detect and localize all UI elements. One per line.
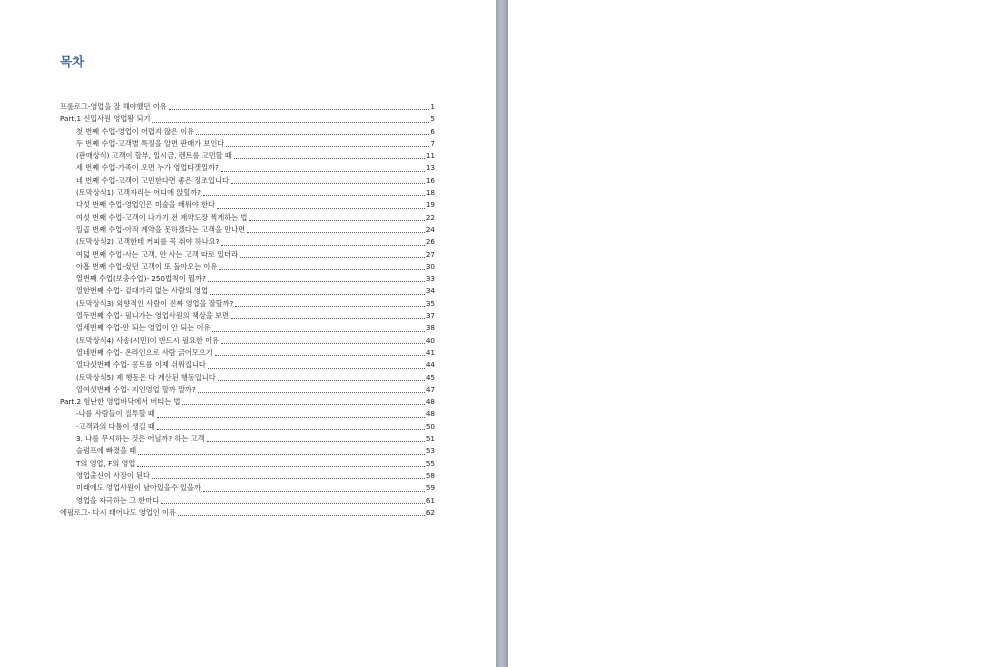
- toc-entry-title: T의 영업, F의 영업: [76, 458, 136, 468]
- toc-page-number: 1: [430, 102, 435, 111]
- toc-entry-title: 미래에도 영업사원이 남아있을수 있을까: [76, 483, 201, 493]
- toc-entry[interactable]: [60, 445, 435, 457]
- toc-entry[interactable]: [60, 236, 435, 248]
- toc-page-number: 55: [425, 458, 435, 468]
- toc-entry-title: 영업출신이 사장이 된다: [76, 470, 151, 480]
- toc-page-number: 41: [425, 347, 435, 357]
- toc-dot-leader: [249, 219, 425, 221]
- toc-entry[interactable]: [60, 212, 435, 224]
- toc-entry-title: 열네번째 수업- 온라인으로 사람 긁어모으기: [76, 347, 213, 357]
- toc-page-number: 18: [425, 188, 435, 198]
- toc-page-number: 34: [425, 286, 435, 296]
- toc-page-number: 53: [425, 446, 435, 456]
- toc-title: 목차: [60, 54, 85, 69]
- toc-entry-title: (판매상식) 고객이 할부, 일시금, 렌트를 고민할 때: [76, 151, 232, 161]
- toc-page-number: 50: [425, 421, 435, 431]
- toc-entry[interactable]: [60, 470, 435, 482]
- toc-entry[interactable]: [60, 199, 435, 211]
- toc-dot-leader: [208, 367, 425, 369]
- toc-dot-leader: [221, 170, 425, 172]
- toc-entry[interactable]: [60, 482, 435, 494]
- toc-entry-title: 열번째 수업(보충수업)- 250법칙이 뭘까?: [76, 274, 206, 284]
- toc-entry[interactable]: [60, 335, 435, 347]
- toc-page-number: 44: [425, 360, 435, 370]
- toc-page-number: 11: [425, 151, 435, 161]
- toc-page-number: 26: [425, 237, 435, 247]
- toc-entry-title: (토막상식3) 외향적인 사람이 진짜 영업을 잘할까?: [76, 298, 234, 308]
- toc-entry[interactable]: [60, 495, 435, 507]
- toc-entry[interactable]: [60, 396, 435, 408]
- toc-dot-leader: [169, 108, 430, 110]
- toc-entry[interactable]: [60, 408, 435, 420]
- toc-page-number: 61: [425, 495, 435, 505]
- toc-dot-leader: [231, 317, 425, 319]
- toc-dot-leader: [182, 403, 424, 405]
- toc-entry-title: (토막상식4) 사송(시민)이 반드시 필요한 이유: [76, 335, 219, 345]
- toc-page-number: 6: [430, 126, 435, 136]
- toc-page-number: 7: [430, 138, 435, 148]
- toc-entry[interactable]: [60, 359, 435, 371]
- toc-entry[interactable]: [60, 101, 435, 113]
- toc-entry-title: 다섯 번째 수업-영업인은 미술을 배워야 한다: [76, 200, 215, 210]
- toc-page-number: 48: [425, 397, 435, 407]
- toc-page-number: 38: [425, 323, 435, 333]
- toc-entry[interactable]: [60, 347, 435, 359]
- toc-page-number: 40: [425, 335, 435, 345]
- toc-entry-title: 에필로그- 다시 태어나도 영업인 이유: [60, 507, 176, 517]
- toc-dot-leader: [221, 244, 424, 246]
- toc-entry[interactable]: [60, 261, 435, 273]
- toc-entry[interactable]: [60, 113, 435, 125]
- toc-page-number: 5: [430, 114, 435, 124]
- toc-entry[interactable]: [60, 249, 435, 261]
- toc-entry-title: 아홉 번째 수업-샀던 고객이 또 돌아오는 이유: [76, 261, 218, 271]
- toc-dot-leader: [152, 477, 425, 479]
- toc-dot-leader: [218, 379, 425, 381]
- toc-dot-leader: [217, 207, 425, 209]
- toc-entry-title: 열한번째 수업- 겉대가리 없는 사람의 영업: [76, 286, 209, 296]
- toc-page-number: 45: [425, 372, 435, 382]
- toc-entry[interactable]: [60, 138, 435, 150]
- toc-entry[interactable]: [60, 273, 435, 285]
- toc-entry-title: (토막상식2) 고객한테 커피를 꼭 줘야 하나요?: [76, 237, 220, 247]
- toc-page-number: 48: [425, 409, 435, 419]
- toc-page-number: 33: [425, 274, 435, 284]
- toc-page-number: 37: [425, 311, 435, 321]
- toc-entry-title: 열여섯번째 수업- 지인영업 할까 말까?: [76, 384, 196, 394]
- toc-dot-leader: [161, 502, 425, 504]
- toc-page-number: 16: [425, 175, 435, 185]
- toc-page-number: 62: [425, 507, 435, 517]
- toc-dot-leader: [178, 514, 425, 516]
- toc-list: [60, 101, 435, 519]
- toc-entry-title: 3. 나를 무시하는 것은 어닐까? 하는 고객: [76, 434, 205, 444]
- toc-entry-title: Part.1 신입사원 영업왕 되기: [60, 114, 151, 124]
- toc-entry[interactable]: [60, 458, 435, 470]
- toc-entry[interactable]: [60, 384, 435, 396]
- toc-page-number: 59: [425, 483, 435, 493]
- toc-dot-leader: [152, 121, 429, 123]
- toc-entry[interactable]: [60, 372, 435, 384]
- toc-entry-title: 영업을 자극하는 그 한마디: [76, 495, 160, 505]
- toc-entry[interactable]: [60, 162, 435, 174]
- toc-entry[interactable]: [60, 310, 435, 322]
- toc-entry[interactable]: [60, 126, 435, 138]
- toc-entry-title: 일곱 번째 수업-아직 계약을 못하겠다는 고객을 만나면: [76, 224, 246, 234]
- toc-entry[interactable]: [60, 421, 435, 433]
- toc-page-number: 13: [425, 163, 435, 173]
- toc-page-number: 27: [425, 249, 435, 259]
- toc-entry-title: 열다섯번째 수업- 콩트를 이제 쉬워집니다: [76, 360, 206, 370]
- toc-entry[interactable]: [60, 433, 435, 445]
- toc-entry[interactable]: [60, 322, 435, 334]
- toc-dot-leader: [207, 440, 425, 442]
- toc-dot-leader: [215, 354, 425, 356]
- toc-entry-title: 네 번째 수업-고객이 고민한다면 좋은 징조입니다: [76, 175, 229, 185]
- toc-page-number: 47: [425, 384, 435, 394]
- toc-entry-title: 열세번째 수업-안 되는 영업이 안 되는 이유: [76, 323, 211, 333]
- toc-dot-leader: [198, 391, 425, 393]
- toc-entry[interactable]: [60, 507, 435, 519]
- toc-dot-leader: [221, 342, 425, 344]
- toc-dot-leader: [231, 182, 425, 184]
- toc-dot-leader: [203, 194, 425, 196]
- page-gutter: [496, 0, 508, 667]
- toc-entry-title: (토막상식1) 고객자리는 어디에 앉힐까?: [76, 188, 201, 198]
- toc-dot-leader: [210, 293, 425, 295]
- toc-dot-leader: [137, 465, 425, 467]
- chapter-page: [508, 0, 1000, 667]
- toc-dot-leader: [235, 305, 425, 307]
- toc-entry-title: Part.2 험난한 영업바닥에서 버티는 법: [60, 397, 181, 407]
- toc-dot-leader: [203, 490, 425, 492]
- toc-page-number: 22: [425, 212, 435, 222]
- toc-entry-title: 첫 번째 수업-영업이 어렵지 않은 이유: [76, 126, 195, 136]
- toc-entry-title: 세 번째 수업-가족이 오면 누가 영업타겟일까?: [76, 163, 219, 173]
- toc-entry[interactable]: [60, 175, 435, 187]
- toc-entry-title: 여덟 번째 수업-사는 고객, 안 사는 고객 따로 있더라: [76, 249, 239, 259]
- toc-dot-leader: [138, 453, 425, 455]
- toc-dot-leader: [208, 280, 425, 282]
- toc-dot-leader: [234, 157, 425, 159]
- toc-entry[interactable]: [60, 298, 435, 310]
- toc-entry[interactable]: [60, 187, 435, 199]
- toc-dot-leader: [196, 133, 429, 135]
- toc-entry[interactable]: [60, 224, 435, 236]
- toc-entry-title: 열두번째 수업- 필니가는 영업사원의 책상을 보면: [76, 311, 229, 321]
- toc-page-number: 24: [425, 224, 435, 234]
- toc-entry-title: -나를 사람들이 질투할 때: [76, 409, 155, 419]
- toc-entry-title: 여섯 번째 수업-고객이 나가기 전 계약도장 찍게하는 법: [76, 212, 248, 222]
- toc-dot-leader: [212, 330, 425, 332]
- toc-entry-title: 두 번째 수업-고객별 특징을 알면 판매가 보인다: [76, 138, 225, 148]
- toc-page-number: 51: [425, 434, 435, 444]
- toc-entry[interactable]: [60, 285, 435, 297]
- toc-dot-leader: [240, 256, 425, 258]
- toc-page-number: 58: [425, 470, 435, 480]
- toc-dot-leader: [157, 416, 425, 418]
- toc-dot-leader: [226, 145, 429, 147]
- toc-page: [0, 0, 496, 667]
- toc-dot-leader: [247, 231, 425, 233]
- toc-entry-title: 슬럼프에 빠졌을 때: [76, 446, 137, 456]
- toc-entry-title: 프롤로그-영업을 잘 해야했던 이유: [60, 102, 167, 111]
- toc-page-number: 35: [425, 298, 435, 308]
- toc-dot-leader: [157, 428, 425, 430]
- toc-entry[interactable]: [60, 150, 435, 162]
- toc-entry-title: (토막상식5) 제 행동은 다 계산된 행동입니다: [76, 372, 216, 382]
- toc-page-number: 30: [425, 261, 435, 271]
- toc-dot-leader: [219, 268, 425, 270]
- toc-page-number: 19: [425, 200, 435, 210]
- toc-entry-title: -고객과의 다툼이 생길 때: [76, 421, 155, 431]
